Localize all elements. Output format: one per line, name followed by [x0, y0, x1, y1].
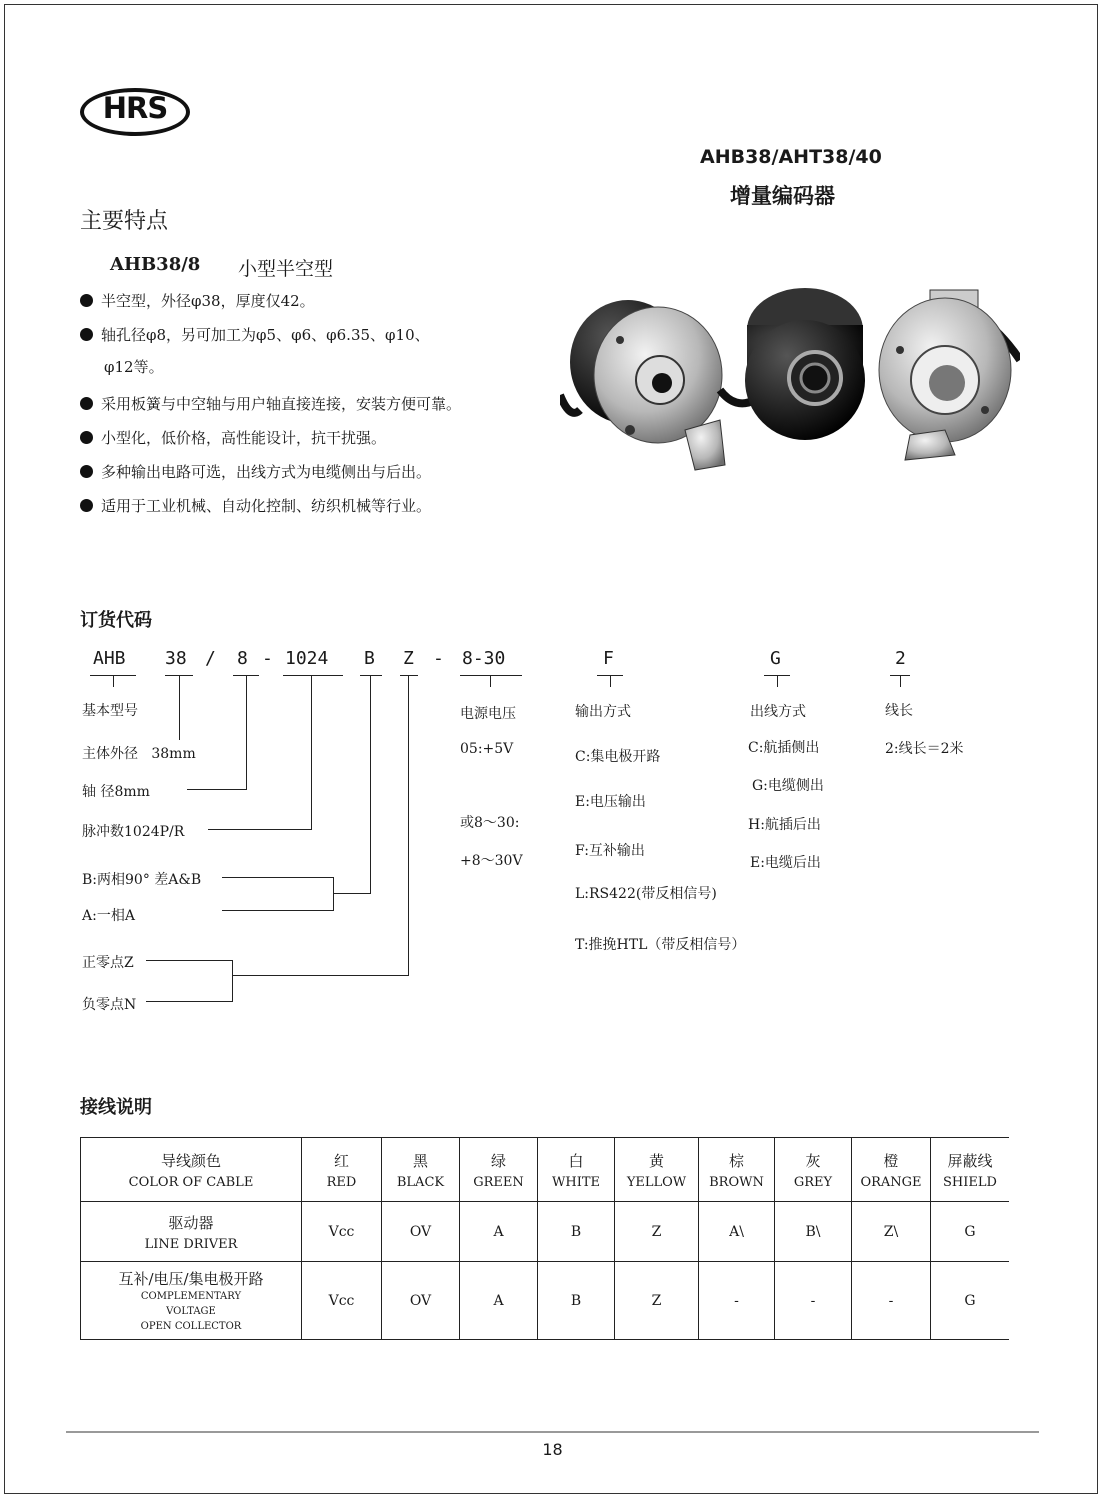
order-code-heading: 订货代码 — [80, 610, 152, 631]
table-cell: OV — [382, 1262, 460, 1340]
code-part-voltage: 8-30 — [462, 648, 506, 669]
table-cell: 互补/电压/集电极开路 COMPLEMENTARY VOLTAGE OPEN COLLECTOR — [81, 1262, 302, 1340]
outlet-option: G:电缆侧出 — [752, 778, 824, 794]
feature-item: 小型化，低价格，高性能设计，抗干扰强。 — [80, 427, 386, 448]
voltage-option: 05:+5V — [460, 741, 514, 757]
label-phase-b: B:两相90° 差A&B — [82, 872, 202, 888]
table-cell: 白 WHITE — [538, 1138, 615, 1202]
table-cell: G — [931, 1262, 1010, 1340]
table-cell: - — [852, 1262, 931, 1340]
code-part-diameter: 38 — [165, 648, 187, 669]
wiring-heading: 接线说明 — [80, 1097, 152, 1118]
table-cell: 橙 ORANGE — [852, 1138, 931, 1202]
code-part-zero: Z — [403, 648, 414, 669]
table-cell: 屏蔽线 SHIELD — [931, 1138, 1010, 1202]
table-row — [81, 1262, 1010, 1340]
voltage-option: 或8～30: — [460, 815, 520, 831]
table-cell: B — [538, 1262, 615, 1340]
features-heading: 主要特点 — [80, 209, 169, 234]
outlet-option: E:电缆后出 — [750, 855, 821, 871]
table-cell: Z — [615, 1262, 699, 1340]
code-part-base: AHB — [93, 648, 126, 669]
voltage-option: +8～30V — [460, 853, 523, 869]
code-part-pulses: 1024 — [285, 648, 329, 669]
table-cell: OV — [382, 1202, 460, 1262]
output-option: E:电压输出 — [575, 794, 646, 810]
table-cell: - — [775, 1262, 852, 1340]
outlet-option: H:航插后出 — [748, 817, 821, 833]
label-shaft-diameter: 轴 径8mm — [82, 784, 150, 800]
code-part-output: F — [603, 648, 614, 669]
feature-item-continued: φ12等。 — [104, 358, 164, 376]
table-row — [81, 1202, 1010, 1262]
encoder-photos — [560, 270, 1020, 480]
table-cell: 棕 BROWN — [699, 1138, 775, 1202]
table-cell: 灰 GREY — [775, 1138, 852, 1202]
table-cell: Z — [615, 1202, 699, 1262]
table-cell: Z\ — [852, 1202, 931, 1262]
code-part-phase: B — [364, 648, 375, 669]
label-zero-negative: 负零点N — [82, 997, 137, 1013]
table-cell: B\ — [775, 1202, 852, 1262]
table-cell: 驱动器 LINE DRIVER — [81, 1202, 302, 1262]
table-cell: - — [699, 1262, 775, 1340]
outlet-option: C:航插侧出 — [748, 740, 820, 756]
length-option: 2:线长＝2米 — [885, 741, 964, 757]
label-phase-a: A:一相A — [82, 908, 135, 924]
feature-item: 适用于工业机械、自动化控制、纺织机械等行业。 — [80, 495, 431, 516]
table-cell: B — [538, 1202, 615, 1262]
code-part-length: 2 — [895, 648, 906, 669]
model-title: AHB38/AHT38/40 — [700, 146, 882, 168]
model-subtitle: 增量编码器 — [730, 184, 835, 208]
footer-divider — [66, 1431, 1039, 1433]
label-supply-voltage: 电源电压 — [460, 706, 516, 722]
feature-item: 半空型，外径φ38，厚度仅42。 — [80, 290, 315, 311]
table-cell: Vcc — [302, 1262, 382, 1340]
table-cell: 红 RED — [302, 1138, 382, 1202]
label-base-model: 基本型号 — [82, 703, 138, 719]
code-separator: / — [205, 648, 216, 669]
table-cell: Vcc — [302, 1202, 382, 1262]
code-part-shaft: 8 — [237, 648, 248, 669]
table-cell: G — [931, 1202, 1010, 1262]
table-cell: 黄 YELLOW — [615, 1138, 699, 1202]
wiring-table — [80, 1137, 1009, 1340]
table-cell: 导线颜色 COLOR OF CABLE — [81, 1138, 302, 1202]
label-zero-positive: 正零点Z — [82, 955, 134, 971]
label-outlet-type: 出线方式 — [750, 704, 806, 720]
code-part-outlet: G — [770, 648, 781, 669]
hrs-logo: HRS — [80, 88, 186, 132]
variant-name: 小型半空型 — [238, 258, 334, 280]
table-cell: A — [460, 1202, 538, 1262]
table-cell: 绿 GREEN — [460, 1138, 538, 1202]
output-option: T:推挽HTL（带反相信号） — [575, 937, 746, 953]
label-cable-length: 线长 — [885, 703, 913, 719]
label-output-type: 输出方式 — [575, 704, 631, 720]
output-option: C:集电极开路 — [575, 749, 661, 765]
code-separator: - — [433, 648, 444, 669]
label-pulses: 脉冲数1024P/R — [82, 824, 185, 840]
table-cell: A — [460, 1262, 538, 1340]
label-body-diameter: 主体外径 38mm — [82, 746, 196, 762]
table-cell: A\ — [699, 1202, 775, 1262]
output-option: F:互补输出 — [575, 843, 645, 859]
variant-code: AHB38/8 — [110, 254, 201, 275]
table-row — [81, 1138, 1010, 1202]
table-cell: 黑 BLACK — [382, 1138, 460, 1202]
page-number: 18 — [542, 1440, 563, 1459]
feature-item: 轴孔径φ8，另可加工为φ5、φ6、φ6.35、φ10、 — [80, 324, 430, 345]
feature-item: 采用板簧与中空轴与用户轴直接连接，安装方便可靠。 — [80, 393, 461, 414]
output-option: L:RS422(带反相信号) — [575, 886, 717, 902]
code-separator: - — [262, 648, 273, 669]
feature-item: 多种输出电路可选，出线方式为电缆侧出与后出。 — [80, 461, 431, 482]
